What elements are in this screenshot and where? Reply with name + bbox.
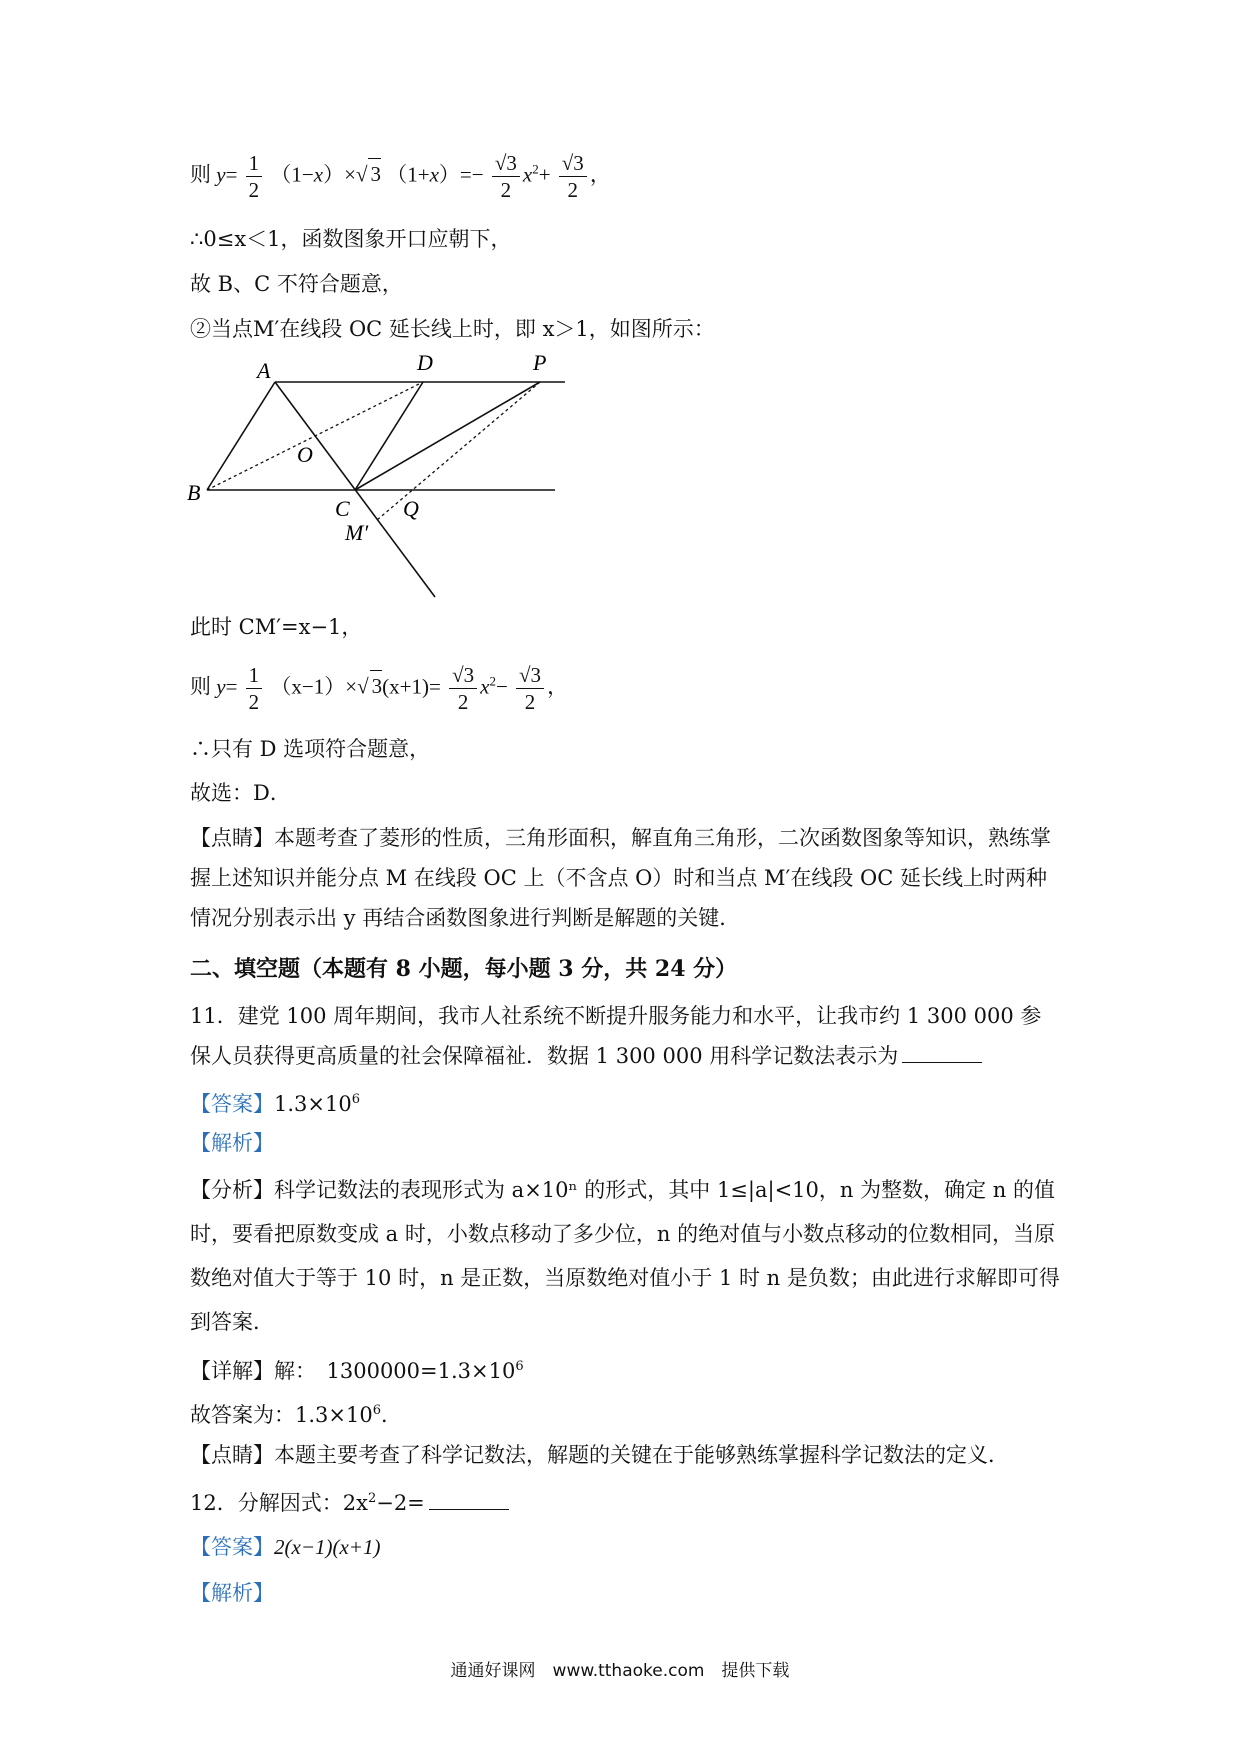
- frac-num: √3: [516, 662, 544, 689]
- fenxi-paragraph: 【分析】科学记数法的表现形式为 a×10ⁿ 的形式，其中 1≤|a|<10，n 为整数，确定 n 的值时，要看把原数变成 a 时，小数点移动了多少位，n 的绝对值与小数点移动的位数相同，当原数绝对值大于等于 10 时，n 是正数，当原数绝对值小于 1 时 n 是负数；由此进行求解即可得到答案．: [190, 1178, 1060, 1334]
- guda-text: 故答案为：1.3×10: [190, 1403, 373, 1427]
- paren-text: （x−1）×: [270, 674, 358, 699]
- fraction-sqrt3-over-2: [449, 662, 477, 715]
- answer-blank-12: [429, 1489, 509, 1510]
- sqrt-sign: √: [355, 162, 368, 187]
- var-y: y: [216, 674, 226, 699]
- period: ．: [381, 1403, 402, 1427]
- sqrt-value: 3: [370, 670, 383, 701]
- frac-den: 2: [524, 690, 536, 714]
- paren-text: (x+1)=: [382, 674, 441, 699]
- answer-11: [190, 1085, 360, 1119]
- segment-ab: [207, 382, 275, 490]
- equals: =: [225, 674, 238, 699]
- xiangjie-line: [190, 1352, 524, 1386]
- segment-pc: [355, 382, 540, 490]
- question-12: [190, 1484, 509, 1518]
- equals: =: [225, 162, 238, 187]
- text-line-8: 故选：D．: [190, 781, 291, 805]
- frac-num: √3: [449, 662, 477, 689]
- label-a: A: [257, 358, 271, 383]
- text-line-4: ②当点M′在线段 OC 延长线上时，即 x＞1，如图所示：: [190, 317, 715, 341]
- geometry-figure: [185, 350, 585, 600]
- jiexi-label-12: 【解析】: [190, 1581, 274, 1605]
- xiangjie-text: 【详解】解： 1300000=1.3×10: [190, 1359, 516, 1383]
- var-x: x: [522, 162, 533, 187]
- question-12-tail: −2=: [376, 1491, 425, 1515]
- text-line-2: ∴0≤x＜1，函数图象开口应朝下，: [190, 227, 512, 251]
- dashed-pm: [377, 382, 540, 520]
- label-m-prime: M′: [345, 520, 369, 545]
- answer-label: 【答案】: [190, 1092, 274, 1116]
- var-x: x: [429, 162, 439, 187]
- label-c: C: [335, 496, 350, 521]
- var-y: y: [216, 162, 226, 187]
- label-b: B: [187, 480, 201, 505]
- var-x: x: [480, 674, 490, 699]
- paren-text: ）×: [323, 162, 356, 187]
- frac-num: √3: [492, 150, 520, 177]
- label-p: P: [533, 350, 547, 375]
- question-12-text: 12．分解因式：2x: [190, 1491, 368, 1515]
- page-footer: 通通好课网 www.tthaoke.com 提供下载: [450, 1661, 790, 1681]
- answer-11-value: 1.3×10: [274, 1092, 352, 1116]
- question-11-text: 11．建党 100 周年期间，我市人社系统不断提升服务能力和水平，让我市约 1 300 000 参保人员获得更高质量的社会保障福祉．数据 1 300 000 用科学记数法表示为: [190, 1004, 1042, 1068]
- answer-blank-11: [902, 1042, 982, 1063]
- paren-text: （1−: [270, 162, 314, 187]
- text-line-5: 此时 CM′=x−1，: [190, 615, 363, 639]
- frac-num: 1: [246, 662, 263, 689]
- exponent: 6: [515, 1359, 524, 1374]
- exponent: 6: [351, 1092, 360, 1107]
- text-line-7: ∴只有 D 选项符合题意，: [190, 737, 431, 761]
- frac-den: 2: [457, 690, 469, 714]
- frac-num: 1: [246, 150, 263, 177]
- segment-dc: [355, 382, 423, 490]
- paren-text: ）=−: [438, 162, 484, 187]
- frac-num: √3: [559, 150, 587, 177]
- text-ze: 则: [190, 674, 217, 699]
- exponent: 2: [532, 161, 539, 177]
- frac-den: 2: [500, 178, 512, 202]
- question-11: [190, 996, 1060, 1076]
- plus: +: [538, 162, 551, 187]
- fraction-sqrt3-over-2: [559, 150, 587, 203]
- paren-text: （1+: [386, 162, 430, 187]
- exponent: 2: [367, 1491, 377, 1506]
- jiexi-label-11: 【解析】: [190, 1131, 274, 1155]
- label-d: D: [417, 350, 433, 375]
- formula-line-1: [190, 150, 611, 203]
- exponent: 2: [489, 673, 496, 689]
- text-line-3: 故 B、C 不符合题意，: [190, 272, 403, 296]
- label-o: O: [297, 442, 313, 467]
- section-heading-fill-blank: 二、填空题（本题有 8 小题，每小题 3 分，共 24 分）: [190, 956, 738, 982]
- formula-line-6: [190, 662, 568, 715]
- fraction-half: [246, 662, 263, 715]
- fraction-sqrt3-over-2: [516, 662, 544, 715]
- dashed-bd: [207, 382, 423, 490]
- minus: −: [495, 674, 508, 699]
- answer-12: [190, 1532, 380, 1562]
- dianjing-paragraph-1: 【点睛】本题考查了菱形的性质，三角形面积，解直角三角形，二次函数图象等知识，熟练掌握上述知识并能分点 M 在线段 OC 上（不含点 O）时和当点 M′在线段 OC 延长线上时两种情况分别表示出 y 再结合函数图象进行判断是解题的关键．: [190, 826, 1051, 930]
- frac-den: 2: [248, 690, 260, 714]
- text-ze: 则: [190, 162, 217, 187]
- fraction-half: [246, 150, 263, 203]
- dianjing-paragraph-2: 【点睛】本题主要考查了科学记数法，解题的关键在于能够熟练掌握科学记数法的定义．: [190, 1443, 1009, 1467]
- guda-line: [190, 1396, 402, 1430]
- sqrt-value: 3: [368, 158, 381, 189]
- comma: ，: [589, 162, 611, 187]
- comma: ，: [547, 674, 569, 699]
- label-q: Q: [403, 496, 419, 521]
- frac-den: 2: [567, 178, 579, 202]
- sqrt-sign: √: [357, 674, 369, 699]
- frac-den: 2: [248, 178, 260, 202]
- exponent: 6: [372, 1403, 381, 1418]
- answer-12-value: 2(x−1)(x+1): [274, 1535, 381, 1559]
- answer-label: 【答案】: [190, 1535, 274, 1559]
- fraction-sqrt3-over-2: [492, 150, 520, 203]
- var-x: x: [313, 162, 324, 187]
